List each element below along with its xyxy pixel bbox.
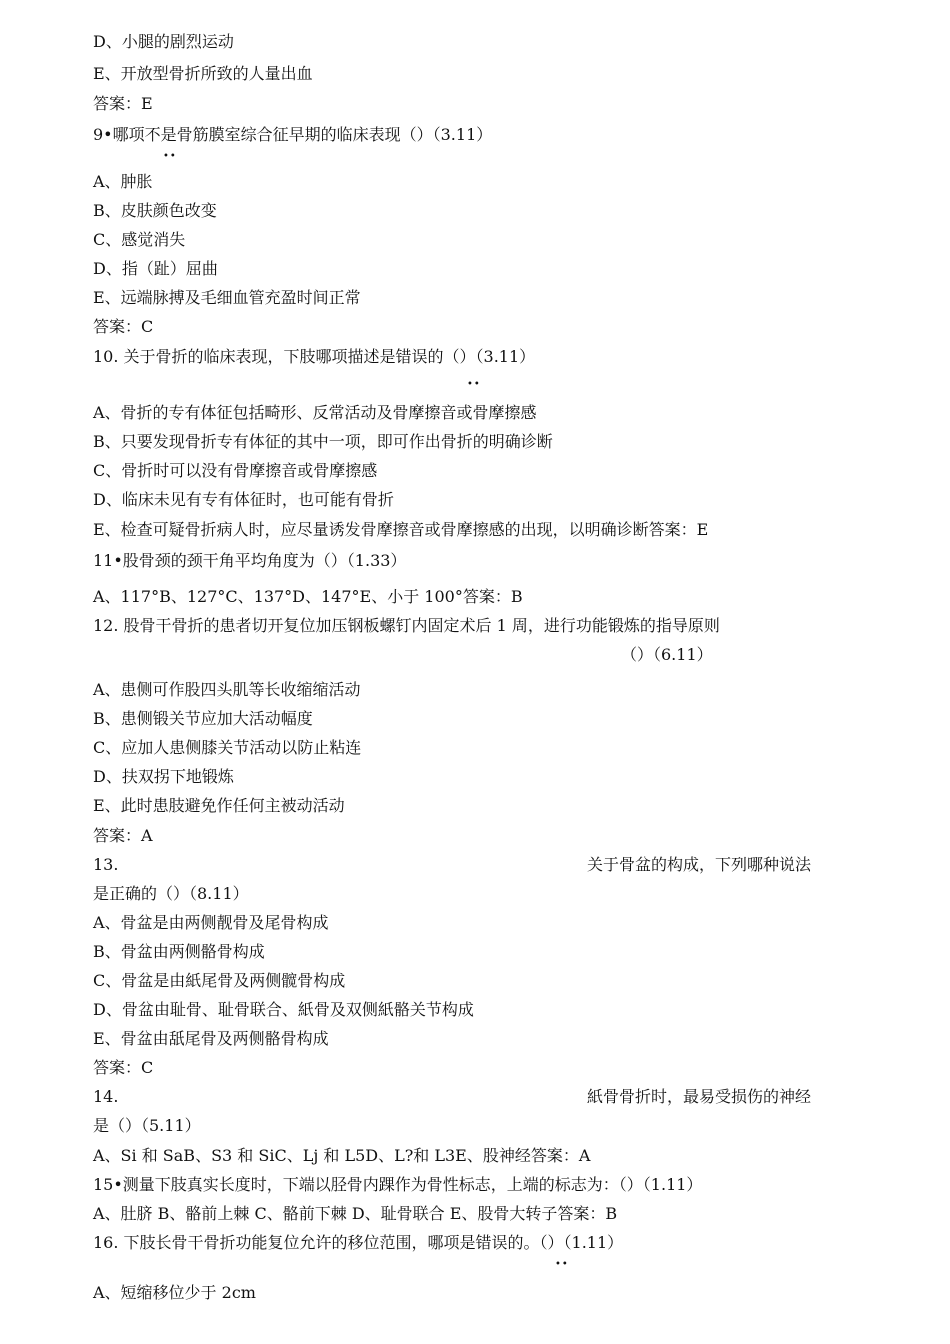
option-line: E、检查可疑骨折病人时，应尽量诱发骨摩擦音或骨摩擦感的出现，以明确诊断答案：E <box>93 520 709 539</box>
option-line: B、患侧锻关节应加大活动幅度 <box>93 709 313 728</box>
option-line: B、只要发现骨折专有体征的其中一项，即可作出骨折的明确诊断 <box>93 432 553 451</box>
answer-line: 答案：E <box>93 94 153 113</box>
option-line: D、小腿的剧烈运动 <box>93 32 234 51</box>
option-line: D、临床未见有专有体征时，也可能有骨折 <box>93 490 394 509</box>
question-14-text: 紙骨骨折时，最易受损伤的神经 <box>587 1087 812 1106</box>
option-line: D、扶双拐下地锻炼 <box>93 767 234 786</box>
answer-line: 答案：A <box>93 826 153 845</box>
option-line: E、此时患肢避免作任何主被动活动 <box>93 796 345 815</box>
question-13-text: 关于骨盆的构成，下列哪种说法 <box>587 855 812 874</box>
emphasis-dots: •• <box>467 379 481 390</box>
question-15: 15•测量下肢真实长度时，下端以胫骨内踝作为骨性标志，上端的标志为：（）（1.11） <box>93 1175 703 1194</box>
option-line: D、指（趾）屈曲 <box>93 259 218 278</box>
answer-line: 答案：C <box>93 317 154 336</box>
question-16: 16. 下肢长骨干骨折功能复位允许的移位范围，哪项是错误的。（）（1.11） <box>93 1233 624 1252</box>
option-line: E、骨盆由舐尾骨及两侧骼骨构成 <box>93 1029 329 1048</box>
option-line: C、骨盆是由紙尾骨及两侧髋骨构成 <box>93 971 346 990</box>
question-12-continuation: （）（6.11） <box>621 645 713 664</box>
option-line: A、骨盆是由两侧靓骨及尾骨构成 <box>93 913 329 932</box>
option-line: A、骨折的专有体征包括畸形、反常活动及骨摩擦音或骨摩擦感 <box>93 403 537 422</box>
option-line: C、感觉消失 <box>93 230 186 249</box>
question-13-continuation: 是正确的（）（8.11） <box>93 884 249 903</box>
emphasis-dots: •• <box>163 151 177 162</box>
option-line: A、短缩移位少于 2cm <box>93 1283 256 1302</box>
question-9: 9•哪项不是骨筋膜室综合征早期的临床表现（）（3.11） <box>93 125 493 144</box>
answer-line: 答案：C <box>93 1058 154 1077</box>
option-line: B、骨盆由两侧骼骨构成 <box>93 942 265 961</box>
emphasis-dots: •• <box>555 1259 569 1270</box>
option-line: A、117°B、127°C、137°D、147°E、小于 100°答案：B <box>93 587 523 606</box>
option-line: A、Si 和 SaB、S3 和 SiC、Lj 和 L5D、L?和 L3E、股神经答案：A <box>93 1146 591 1165</box>
question-12: 12. 股骨干骨折的患者切开复位加压钢板螺钉内固定术后 1 周，进行功能锻炼的指导原则 <box>93 616 720 635</box>
option-line: C、应加人患侧膝关节活动以防止粘连 <box>93 738 362 757</box>
question-11: 11•股骨颈的颈干角平均角度为（）（1.33） <box>93 551 407 570</box>
option-line: E、远端脉搏及毛细血管充盈时间正常 <box>93 288 361 307</box>
question-14-number: 14. <box>93 1087 119 1106</box>
option-line: B、皮肤颜色改变 <box>93 201 217 220</box>
option-line: A、患侧可作股四头肌等长收缩缩活动 <box>93 680 361 699</box>
option-line: D、骨盆由耻骨、耻骨联合、紙骨及双侧紙骼关节构成 <box>93 1000 474 1019</box>
question-13-number: 13. <box>93 855 119 874</box>
question-10: 10. 关于骨折的临床表现，下肢哪项描述是错误的（）（3.11） <box>93 347 536 366</box>
question-14-continuation: 是（）（5.11） <box>93 1116 201 1135</box>
option-line: A、肚脐 B、骼前上棘 C、骼前下棘 D、耻骨联合 E、股骨大转子答案：B <box>93 1204 618 1223</box>
option-line: E、开放型骨折所致的人量出血 <box>93 64 313 83</box>
option-line: A、肿胀 <box>93 172 153 191</box>
option-line: C、骨折时可以没有骨摩擦音或骨摩擦感 <box>93 461 378 480</box>
